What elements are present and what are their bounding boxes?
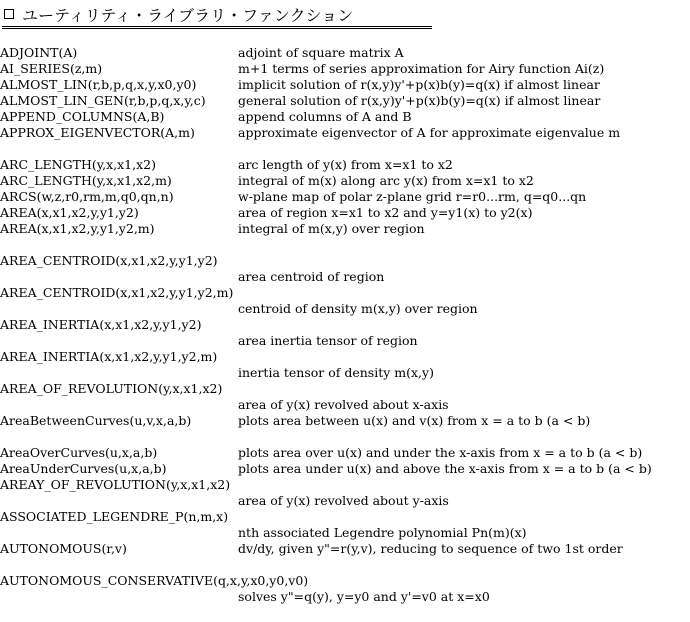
function-description: plots area over u(x) and under the x-axis from x = a to b (a < b) xyxy=(238,445,643,460)
function-description: plots area between u(x) and v(x) from x = a to b (a < b) xyxy=(238,413,591,428)
list-item xyxy=(0,333,690,349)
list-item xyxy=(0,573,690,589)
function-signature: ARC_LENGTH(y,x,x1,x2,m) xyxy=(0,173,172,188)
function-description: integral of m(x,y) over region xyxy=(238,221,425,236)
list-item xyxy=(0,61,690,77)
function-description: nth associated Legendre polynomial Pn(m)(x) xyxy=(238,525,527,540)
list-item xyxy=(0,301,690,317)
list-item xyxy=(0,125,690,141)
list-item xyxy=(0,477,690,493)
function-description: area of region x=x1 to x2 and y=y1(x) to y2(x) xyxy=(238,205,533,220)
list-item xyxy=(0,445,690,461)
list-item xyxy=(0,253,690,269)
function-signature: APPROX_EIGENVECTOR(A,m) xyxy=(0,125,195,140)
square-box-icon xyxy=(4,9,14,19)
function-signature: ALMOST_LIN(r,b,p,q,x,y,x0,y0) xyxy=(0,77,197,92)
function-description: area of y(x) revolved about y-axis xyxy=(238,493,449,508)
list-item xyxy=(0,77,690,93)
function-description: centroid of density m(x,y) over region xyxy=(238,301,478,316)
function-description: area of y(x) revolved about x-axis xyxy=(238,397,449,412)
function-signature: AreaOverCurves(u,x,a,b) xyxy=(0,445,158,460)
function-description: area centroid of region xyxy=(238,269,385,284)
list-item xyxy=(0,429,690,445)
list-item xyxy=(0,285,690,301)
function-signature: ADJOINT(A) xyxy=(0,45,78,60)
function-signature: AreaBetweenCurves(u,v,x,a,b) xyxy=(0,413,192,428)
function-signature: AREA(x,x1,x2,y,y1,y2,m) xyxy=(0,221,155,236)
list-item xyxy=(0,349,690,365)
list-item xyxy=(0,461,690,477)
list-item xyxy=(0,397,690,413)
function-list xyxy=(0,45,690,605)
function-signature: AreaUnderCurves(u,x,a,b) xyxy=(0,461,167,476)
list-item xyxy=(0,557,690,573)
function-description: area inertia tensor of region xyxy=(238,333,418,348)
list-item xyxy=(0,525,690,541)
function-signature: AREA_INERTIA(x,x1,x2,y,y1,y2,m) xyxy=(0,349,218,364)
function-description: approximate eigenvector of A for approximate eigenvalue m xyxy=(238,125,621,140)
list-item xyxy=(0,237,690,253)
function-signature: ARC_LENGTH(y,x,x1,x2) xyxy=(0,157,156,172)
function-description: solves y"=q(y), y=y0 and y'=v0 at x=x0 xyxy=(238,589,490,604)
function-signature: AREA_INERTIA(x,x1,x2,y,y1,y2) xyxy=(0,317,202,332)
list-item xyxy=(0,205,690,221)
function-description: inertia tensor of density m(x,y) xyxy=(238,365,434,380)
function-description: dv/dy, given y"=r(y,v), reducing to sequence of two 1st order xyxy=(238,541,623,556)
function-description: plots area under u(x) and above the x-axis from x = a to b (a < b) xyxy=(238,461,652,476)
function-description: adjoint of square matrix A xyxy=(238,45,404,60)
function-signature: AUTONOMOUS_CONSERVATIVE(q,x,y,x0,y0,v0) xyxy=(0,573,309,588)
function-description: implicit solution of r(x,y)y'+p(x)b(y)=q(x) if almost linear xyxy=(238,77,600,92)
function-signature: AUTONOMOUS(r,v) xyxy=(0,541,127,556)
function-signature: AREA_CENTROID(x,x1,x2,y,y1,y2,m) xyxy=(0,285,234,300)
list-item xyxy=(0,413,690,429)
function-signature: APPEND_COLUMNS(A,B) xyxy=(0,109,165,124)
list-item xyxy=(0,221,690,237)
function-description: general solution of r(x,y)y'+p(x)b(y)=q(x) if almost linear xyxy=(238,93,601,108)
function-signature: ALMOST_LIN_GEN(r,b,p,q,x,y,c) xyxy=(0,93,206,108)
list-item xyxy=(0,189,690,205)
list-item xyxy=(0,493,690,509)
page-header xyxy=(2,2,432,29)
list-item xyxy=(0,109,690,125)
list-item xyxy=(0,381,690,397)
function-signature: AREA(x,x1,x2,y,y1,y2) xyxy=(0,205,139,220)
page-title: ユーティリティ・ライブラリ・ファンクション xyxy=(22,5,354,25)
list-item xyxy=(0,541,690,557)
list-item xyxy=(0,509,690,525)
function-signature: ARCS(w,z,r0,rm,m,q0,qn,n) xyxy=(0,189,174,204)
list-item xyxy=(0,141,690,157)
function-description: integral of m(x) along arc y(x) from x=x1 to x2 xyxy=(238,173,534,188)
list-item xyxy=(0,173,690,189)
function-signature: AREAY_OF_REVOLUTION(y,x,x1,x2) xyxy=(0,477,231,492)
function-description: arc length of y(x) from x=x1 to x2 xyxy=(238,157,453,172)
function-signature: ASSOCIATED_LEGENDRE_P(n,m,x) xyxy=(0,509,229,524)
list-item xyxy=(0,317,690,333)
function-description: w-plane map of polar z-plane grid r=r0...rm, q=q0...qn xyxy=(238,189,587,204)
list-item xyxy=(0,365,690,381)
function-description: append columns of A and B xyxy=(238,109,412,124)
function-signature: AI_SERIES(z,m) xyxy=(0,61,103,76)
list-item xyxy=(0,157,690,173)
list-item xyxy=(0,589,690,605)
function-description: m+1 terms of series approximation for Airy function Ai(z) xyxy=(238,61,605,76)
list-item xyxy=(0,269,690,285)
list-item xyxy=(0,45,690,61)
function-signature: AREA_OF_REVOLUTION(y,x,x1,x2) xyxy=(0,381,223,396)
function-signature: AREA_CENTROID(x,x1,x2,y,y1,y2) xyxy=(0,253,218,268)
list-item xyxy=(0,93,690,109)
